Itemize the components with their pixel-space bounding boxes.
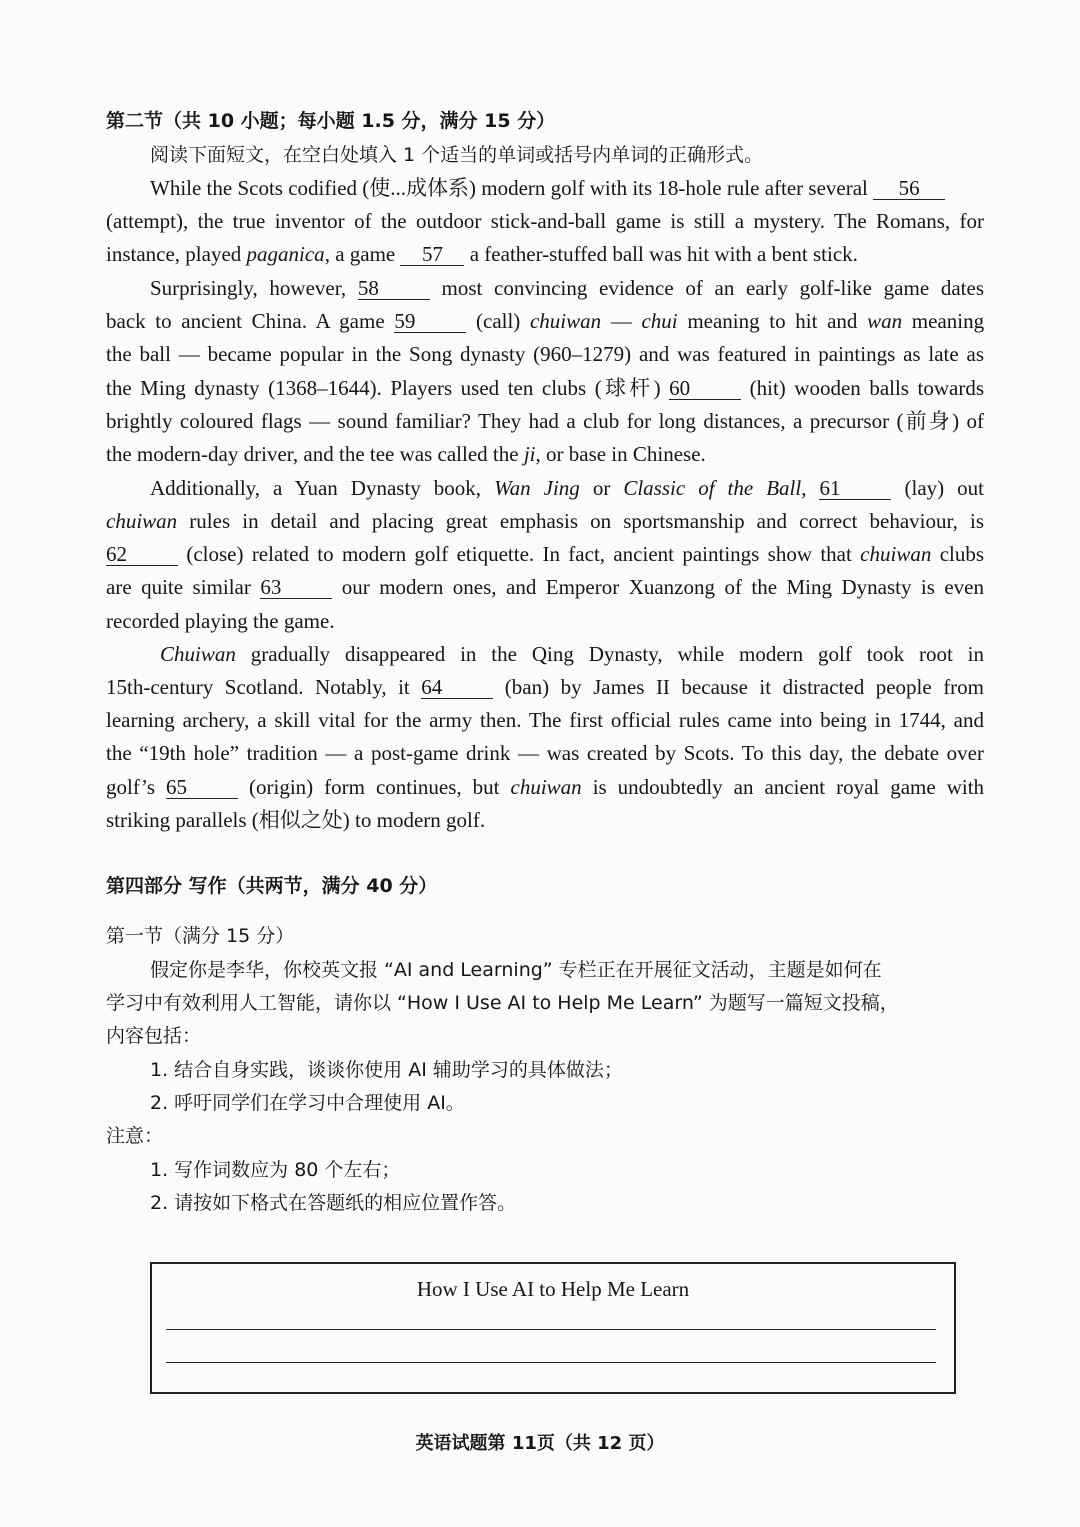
blank-57: 57	[400, 243, 464, 266]
blank-61: 61	[819, 477, 891, 500]
passage-line: 62 (close) related to modern golf etiquette. In fact, ancient paintings show that chuiwan clubs	[106, 542, 985, 566]
blank-56: 56	[873, 177, 945, 200]
passage-line: Surprisingly, however, 58 most convincing evidence of an early golf-like game dates	[150, 276, 984, 300]
passage-line: instance, played paganica, a game 57 a feather-stuffed ball was hit with a bent stick.	[106, 242, 858, 266]
passage-line: the modern-day driver, and the tee was called the ji, or base in Chinese.	[106, 442, 706, 466]
passage-line: 15th-century Scotland. Notably, it 64 (ban) by James II because it distracted people from	[106, 675, 985, 699]
passage-line: Additionally, a Yuan Dynasty book, Wan Jing or Classic of the Ball, 61 (lay) out	[150, 476, 984, 500]
passage-line: brightly coloured flags — sound familiar? They had a club for long distances, a precursor (前身) of	[106, 409, 984, 433]
section-instruction: 阅读下面短文，在空白处填入 1 个适当的单词或括号内单词的正确形式。	[150, 144, 764, 166]
part-heading: 第四部分 写作（共两节，满分 40 分）	[106, 875, 438, 897]
passage-line: chuiwan rules in detail and placing great emphasis on sportsmanship and correct behaviour, is	[106, 509, 985, 533]
prompt-item: 2. 呼吁同学们在学习中合理使用 AI。	[150, 1092, 465, 1114]
note-item: 1. 写作词数应为 80 个左右；	[150, 1159, 401, 1181]
blank-63: 63	[260, 576, 332, 599]
blank-62: 62	[106, 543, 178, 566]
passage-line: learning archery, a skill vital for the army then. The first official rules came into being in 1744, and	[106, 708, 984, 732]
prompt-line: 内容包括：	[106, 1025, 202, 1047]
passage-line: the ball — became popular in the Song dynasty (960–1279) and was featured in paintings as late as	[106, 342, 984, 366]
page-footer: 英语试题第 11页（共 12 页）	[415, 1433, 665, 1454]
passage-line: Chuiwan gradually disappeared in the Qing Dynasty, while modern golf took root in	[160, 642, 985, 666]
passage-line: golf’s 65 (origin) form continues, but chuiwan is undoubtedly an ancient royal game with	[106, 775, 985, 799]
note-label: 注意：	[106, 1125, 164, 1147]
prompt-item: 1. 结合自身实践，谈谈你使用 AI 辅助学习的具体做法；	[150, 1059, 623, 1081]
section-heading: 第一节（满分 15 分）	[106, 925, 295, 947]
blank-58: 58	[358, 277, 430, 300]
prompt-line: 假定你是李华，你校英文报 “AI and Learning” 专栏正在开展征文活动，主题是如何在	[150, 959, 882, 981]
passage-line: back to ancient China. A game 59 (call) chuiwan — chui meaning to hit and wan meaning	[106, 309, 985, 333]
blank-64: 64	[421, 676, 493, 699]
blank-59: 59	[394, 310, 466, 333]
note-item: 2. 请按如下格式在答题纸的相应位置作答。	[150, 1192, 517, 1214]
writing-line	[166, 1362, 936, 1363]
passage-line: recorded playing the game.	[106, 609, 335, 633]
passage-line: While the Scots codified (使...成体系) modern golf with its 18-hole rule after several 56	[150, 173, 945, 203]
essay-title: How I Use AI to Help Me Learn	[416, 1277, 690, 1301]
blank-60: 60	[669, 377, 741, 400]
blank-65: 65	[166, 776, 238, 799]
passage-line: striking parallels (相似之处) to modern golf.	[106, 808, 486, 832]
section-heading: 第二节（共 10 小题；每小题 1.5 分，满分 15 分）	[106, 110, 556, 132]
prompt-line: 学习中有效利用人工智能，请你以 “How I Use AI to Help Me Learn” 为题写一篇短文投稿，	[106, 992, 899, 1014]
answer-format-box	[150, 1262, 956, 1394]
passage-line: the Ming dynasty (1368–1644). Players used ten clubs (球杆) 60 (hit) wooden balls towards	[106, 376, 984, 400]
writing-line	[166, 1329, 936, 1330]
passage-line: are quite similar 63 our modern ones, and Emperor Xuanzong of the Ming Dynasty is even	[106, 575, 985, 599]
passage-line: the “19th hole” tradition — a post-game drink — was created by Scots. To this day, the debate over	[106, 741, 984, 765]
passage-line: (attempt), the true inventor of the outdoor stick-and-ball game is still a mystery. The Romans, for	[106, 209, 984, 233]
